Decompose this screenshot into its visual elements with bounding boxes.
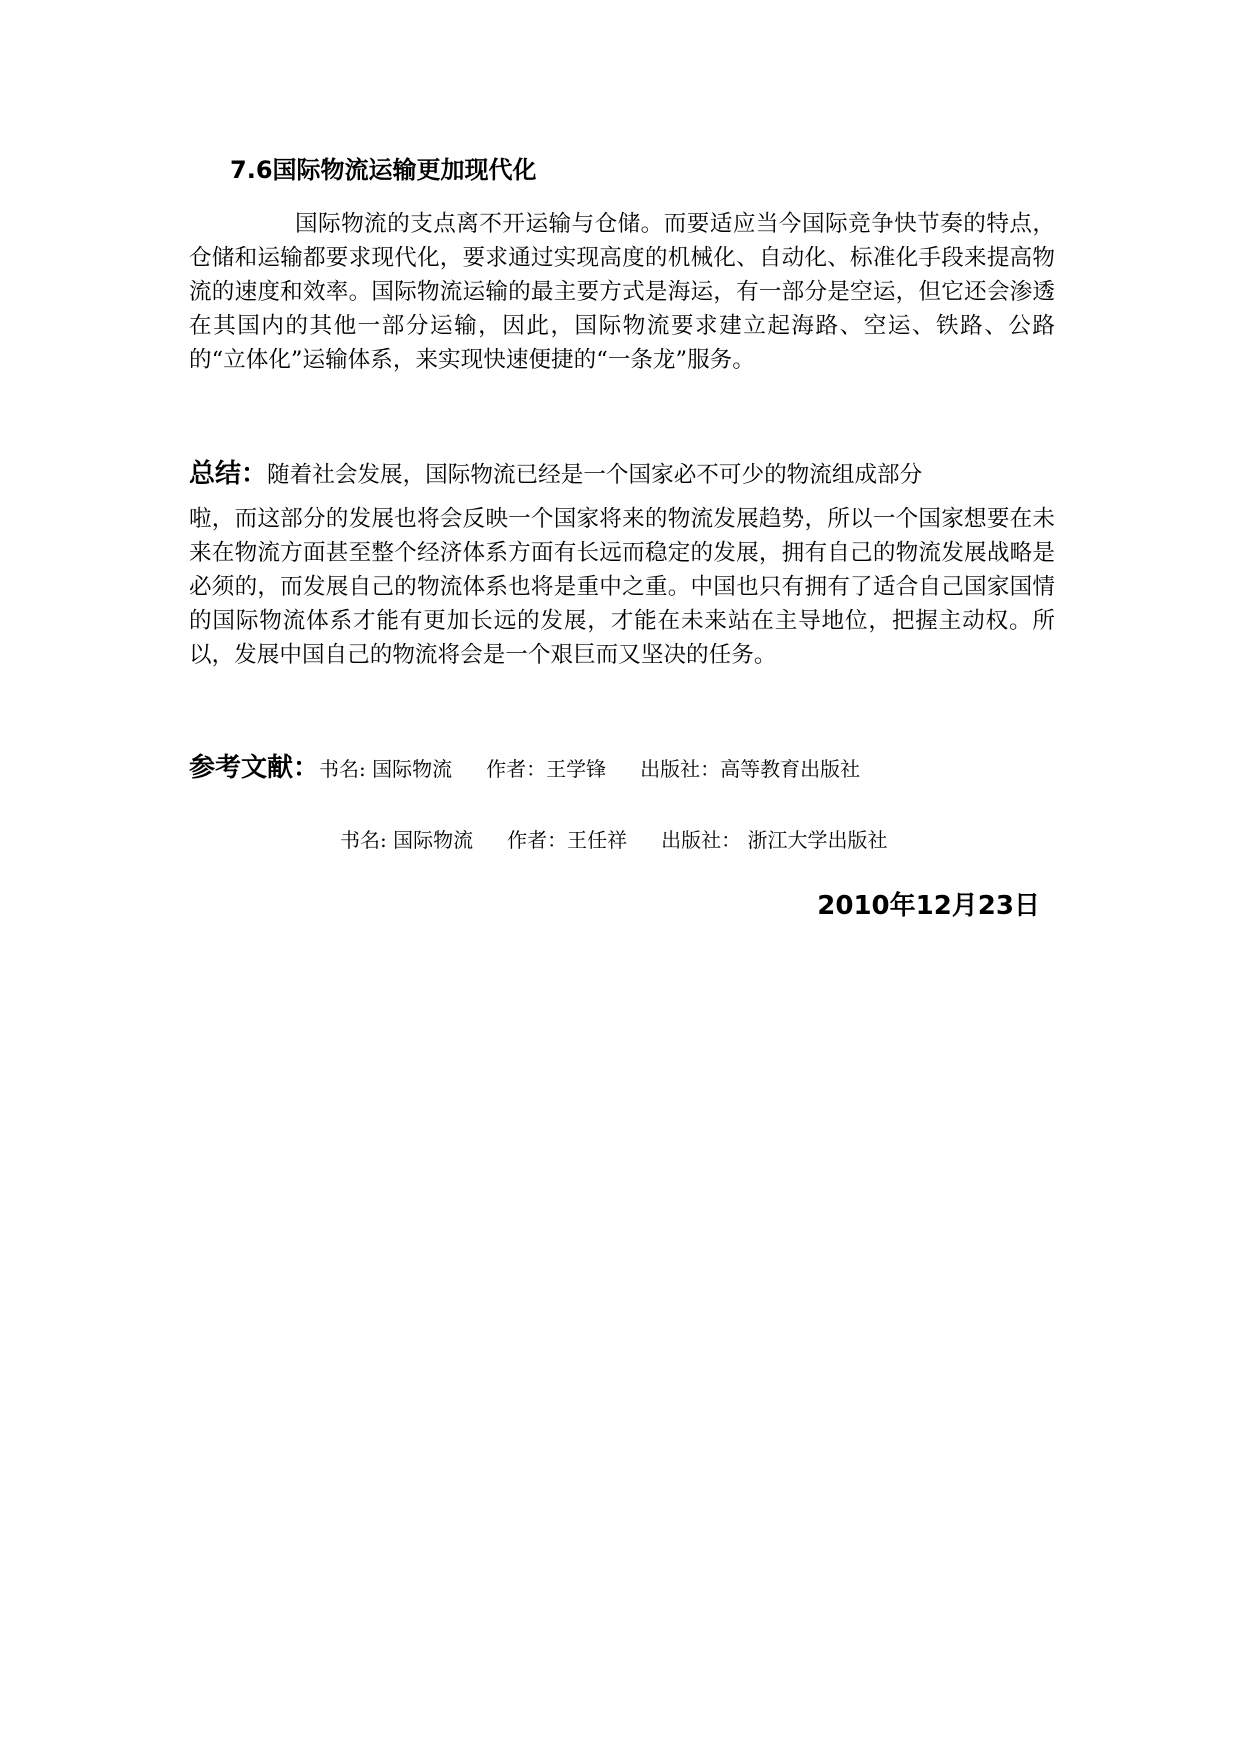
- reference-author: 作者：王任祥: [507, 828, 628, 852]
- summary-paragraph: 啦，而这部分的发展也将会反映一个国家将来的物流发展趋势，所以一个国家想要在未来在物流方面甚至整个经济体系方面有长远而稳定的发展，拥有自己的物流发展战略是必须的，而发展自己的物流体系也将是重中之重。中国也只有拥有了适合自己国家国情的国际物流体系才能有更加长远的发展，才能在未来站在主导地位，把握主动权。所以，发展中国自己的物流将会是一个艰巨而又坚决的任务。: [189, 506, 1055, 668]
- document-date: 2010年12月23日: [817, 891, 1040, 921]
- reference-publisher: 出版社： 浙江大学出版社: [661, 828, 888, 852]
- reference-author: 作者：王学锋: [486, 757, 607, 781]
- references-label: 参考文献：: [189, 753, 320, 783]
- summary-first-line: [189, 452, 1059, 496]
- summary-label: 总结：: [189, 459, 268, 489]
- reference-book: 书名: 国际物流: [340, 828, 474, 852]
- section-heading: 7.6国际物流运输更加现代化: [230, 156, 537, 184]
- reference-entry: [340, 820, 887, 860]
- summary-first-text: 随着社会发展，国际物流已经是一个国家必不可少的物流组成部分: [267, 462, 923, 488]
- reference-entry: [189, 748, 860, 789]
- reference-publisher: 出版社：高等教育出版社: [640, 757, 861, 781]
- reference-book: 书名: 国际物流: [319, 757, 453, 781]
- section-paragraph: 国际物流的支点离不开运输与仓储。而要适应当今国际竞争快节奏的特点，仓储和运输都要求现代化，要求通过实现高度的机械化、自动化、标准化手段来提高物流的速度和效率。国际物流运输的最主要方式是海运，有一部分是空运，但它还会渗透在其国内的其他一部分运输，因此，国际物流要求建立起海路、空运、铁路、公路的“立体化”运输体系，来实现快速便捷的“一条龙”服务。: [189, 211, 1055, 373]
